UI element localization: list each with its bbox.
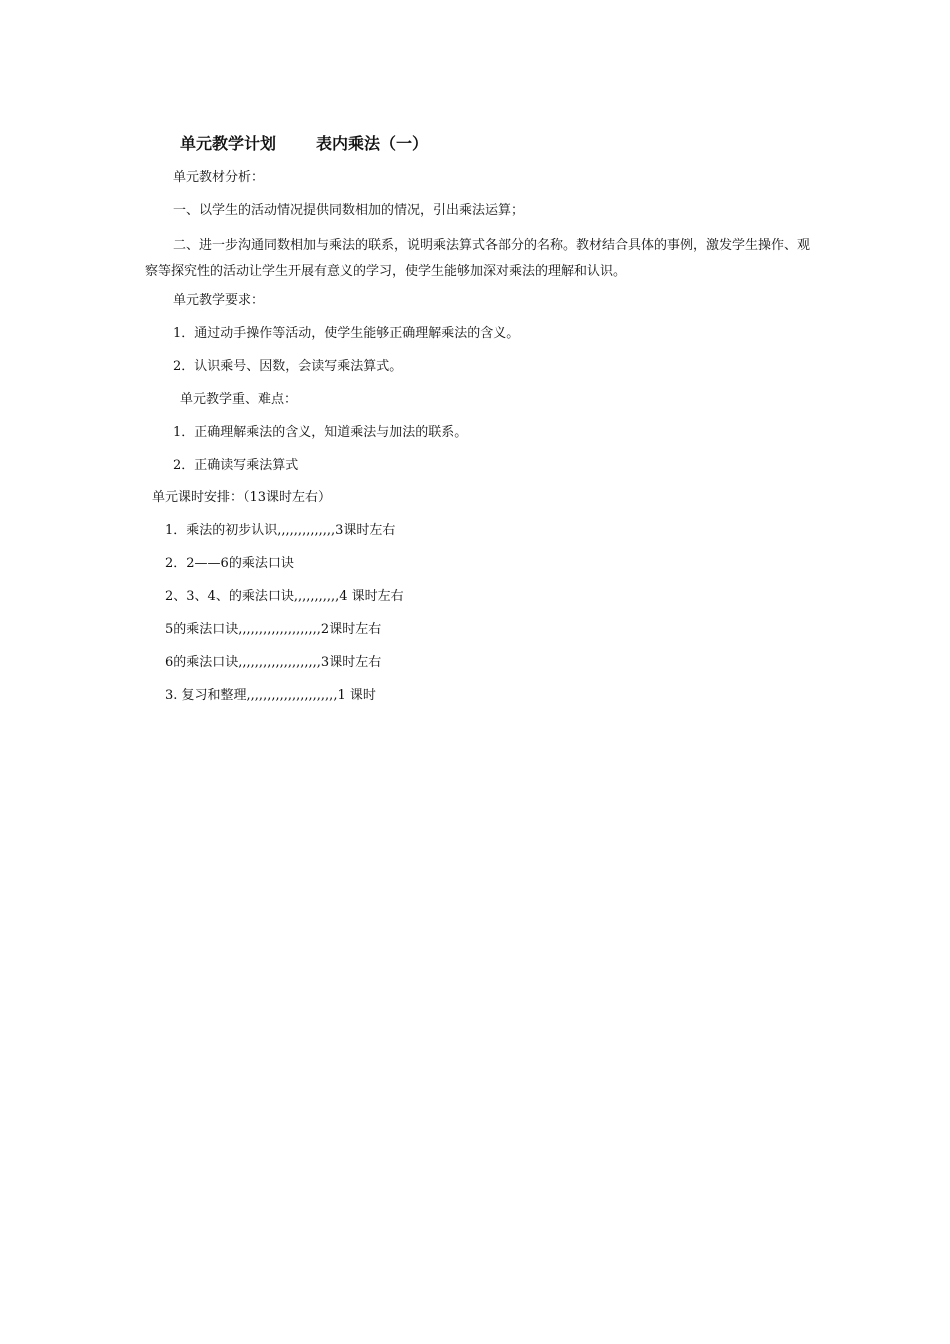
section-heading-schedule: 单元课时安排：（13课时左右） (152, 490, 332, 505)
key-point-item-1: 1．正确理解乘法的含义，知道乘法与加法的联系。 (173, 425, 468, 440)
schedule-item-3: 2、3、4、的乘法口诀,,,,,,,,,,,4 课时左右 (165, 589, 404, 604)
title-part-1: 单元教学计划 (180, 134, 277, 153)
key-point-item-2: 2．正确读写乘法算式 (173, 458, 299, 473)
title-part-2: 表内乘法（一） (316, 134, 429, 153)
page-title (180, 132, 428, 156)
schedule-item-2: 2．2——6的乘法口诀 (165, 556, 294, 571)
section-heading-key-points: 单元教学重、难点： (180, 392, 298, 407)
requirement-item-2: 2．认识乘号、因数，会读写乘法算式。 (173, 359, 403, 374)
schedule-item-4: 5的乘法口诀,,,,,,,,,,,,,,,,,,,,2课时左右 (165, 622, 382, 637)
section-heading-analysis: 单元教材分析： (173, 170, 265, 185)
requirement-item-1: 1．通过动手操作等活动，使学生能够正确理解乘法的含义。 (173, 326, 520, 341)
schedule-item-6: 3. 复习和整理,,,,,,,,,,,,,,,,,,,,,,1 课时 (165, 688, 376, 703)
paragraph-1: 一、以学生的活动情况提供同数相加的情况，引出乘法运算； (173, 203, 525, 218)
schedule-item-5: 6的乘法口诀,,,,,,,,,,,,,,,,,,,,3课时左右 (165, 655, 382, 670)
section-heading-requirements: 单元教学要求： (173, 293, 265, 308)
schedule-item-1: 1．乘法的初步认识,,,,,,,,,,,,,,3课时左右 (165, 523, 396, 538)
paragraph-2: 二、进一步沟通同数相加与乘法的联系，说明乘法算式各部分的名称。教材结合具体的事例，激发学生操作、观察等探究性的活动让学生开展有意义的学习，使学生能够加深对乘法的理解和认识。 (145, 238, 811, 279)
